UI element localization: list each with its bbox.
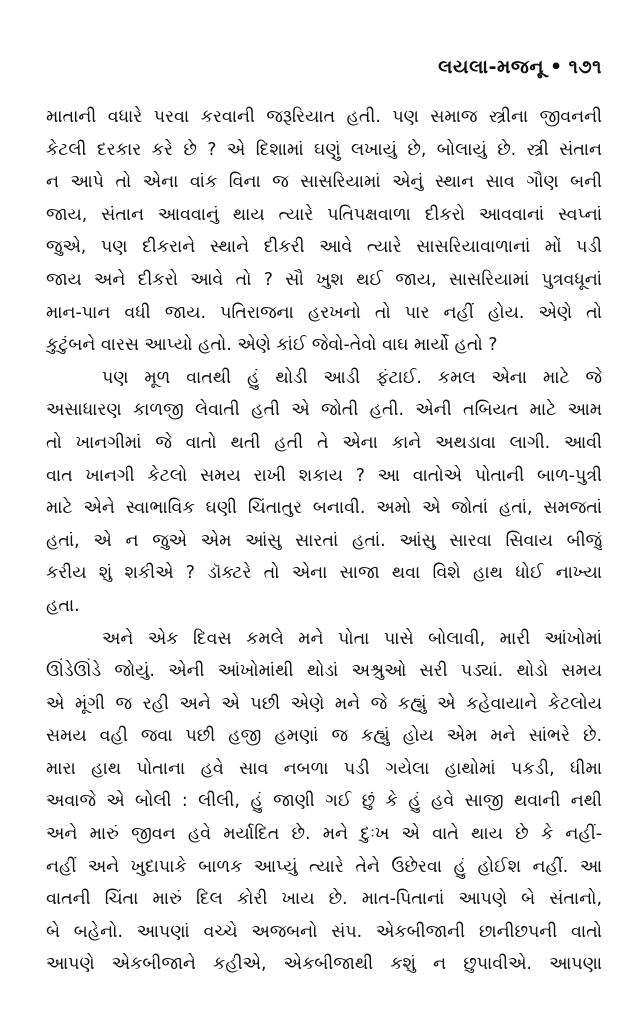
text-line: પણ મૂળ વાતથી હું થોડી આડી ફંટાઈ. કમલ એના માટે જે — [102, 367, 602, 388]
running-header — [438, 56, 602, 78]
text-line: માન-પાન વધી જાય. પતિરાજના હરખનો તો પાર નહીં હોય. એણે તો — [46, 302, 602, 323]
text-line: કરીય શું શકીએ ? ડૉક્ટરે તો એના સાજા થવા વિશે હાથ ધોઈ નાખ્યા — [46, 563, 602, 584]
text-line: મારા હાથ પોતાના હવે સાવ નબળા પડી ગયેલા હાથોમાં પકડી, ધીમા — [46, 758, 602, 779]
text-line: જાય, સંતાન આવવાનું થાય ત્યારે પતિપક્ષવાળા દીકરો આવવાનાં સ્વપ્નાં — [46, 204, 602, 225]
text-line: અને મારું જીવન હવે મર્યાદિત છે. મને દુઃખ એ વાતે થાય છે કે નહીં- — [46, 824, 602, 845]
text-line: એ મૂંગી જ રહી અને એ પછી એણે મને જે કહ્યું એ કહેવાયાને કેટલોય — [46, 693, 602, 714]
text-line: હતા. — [46, 595, 80, 616]
text-line: માટે એને સ્વાભાવિક ઘણી ચિંતાતુર બનાવી. અમો એ જોતાં હતાં, સમજતાં — [46, 498, 602, 519]
text-line: જુએ, પણ દીકરાને સ્થાને દીકરી આવે ત્યારે સાસરિયાવાળાનાં મોં પડી — [46, 237, 602, 258]
book-title: લયલા-મજનૂ — [438, 56, 545, 78]
text-line: અવાજે એ બોલી : લીલી, હું જાણી ગઈ છું કે હું હવે સાજી થવાની નથી — [46, 791, 602, 812]
text-line: કેટલી દરકાર કરે છે ? એ દિશામાં ઘણું લખાયું છે, બોલાયું છે. સ્ત્રી સંતાન — [46, 139, 602, 160]
text-line: હતાં, એ ન જુએ એમ આંસુ સારતાં હતાં. આંસુ સારવા સિવાય બીજું — [46, 530, 602, 551]
text-line: જાય અને દીકરો આવે તો ? સૌ ખુશ થઈ જાય, સાસરિયામાં પુત્રવધૂનાં — [46, 269, 602, 290]
text-line: વાતની ચિંતા મારું દિલ કોરી ખાય છે. માત-પિતાનાં આપણે બે સંતાનો, — [46, 889, 602, 910]
page-number: ૧૭૧ — [568, 56, 602, 78]
text-line: અને એક દિવસ કમલે મને પોતા પાસે બોલાવી, મારી આંખોમાં — [102, 628, 602, 649]
text-line: ઊંડેઊંડે જોયું. એની આંખોમાંથી થોડાં અશ્રુઓ સરી પડ્યાં. થોડો સમય — [46, 661, 602, 682]
text-line: વાત ખાનગી કેટલો સમય રાખી શકાય ? આ વાતોએ પોતાની બાળ-પુત્રી — [46, 465, 602, 486]
text-line: નહીં અને ખુદાપાકે બાળક આપ્યું ત્યારે તેને ઉછેરવા હું હોઈશ નહીં. આ — [46, 856, 602, 877]
text-line: આપણે એકબીજાને કહીએ, એકબીજાથી કશું ન છુપાવીએ. આપણા — [46, 954, 602, 975]
header-bullet: • — [550, 56, 563, 78]
text-line: તો ખાનગીમાં જે વાતો થતી હતી તે એના કાને અથડાવા લાગી. આવી — [46, 432, 602, 453]
text-line: કુટુંબને વારસ આપ્યો હતો. એણે કાંઈ જેવો-તેવો વાઘ માર્યો હતો ? — [46, 335, 498, 356]
text-line: માતાની વધારે પરવા કરવાની જરૂરિયાત હતી. પણ સમાજ સ્ત્રીના જીવનની — [46, 107, 602, 127]
text-line: સમય વહી જવા પછી હજી હમણાં જ કહ્યું હોય એમ મને સાંભરે છે. — [46, 726, 602, 747]
text-line: બે બહેનો. આપણાં વચ્ચે અજબનો સંપ. એકબીજાની છાનીછપની વાતો — [46, 921, 602, 942]
text-line: ન આપે તો એના વાંક વિના જ સાસરિયામાં એનું સ્થાન સાવ ગૌણ બની — [46, 172, 602, 193]
body-text — [46, 101, 602, 981]
text-line: અસાધારણ કાળજી લેવાતી હતી એ જોતી હતી. એની તબિયત માટે આમ — [46, 400, 602, 421]
